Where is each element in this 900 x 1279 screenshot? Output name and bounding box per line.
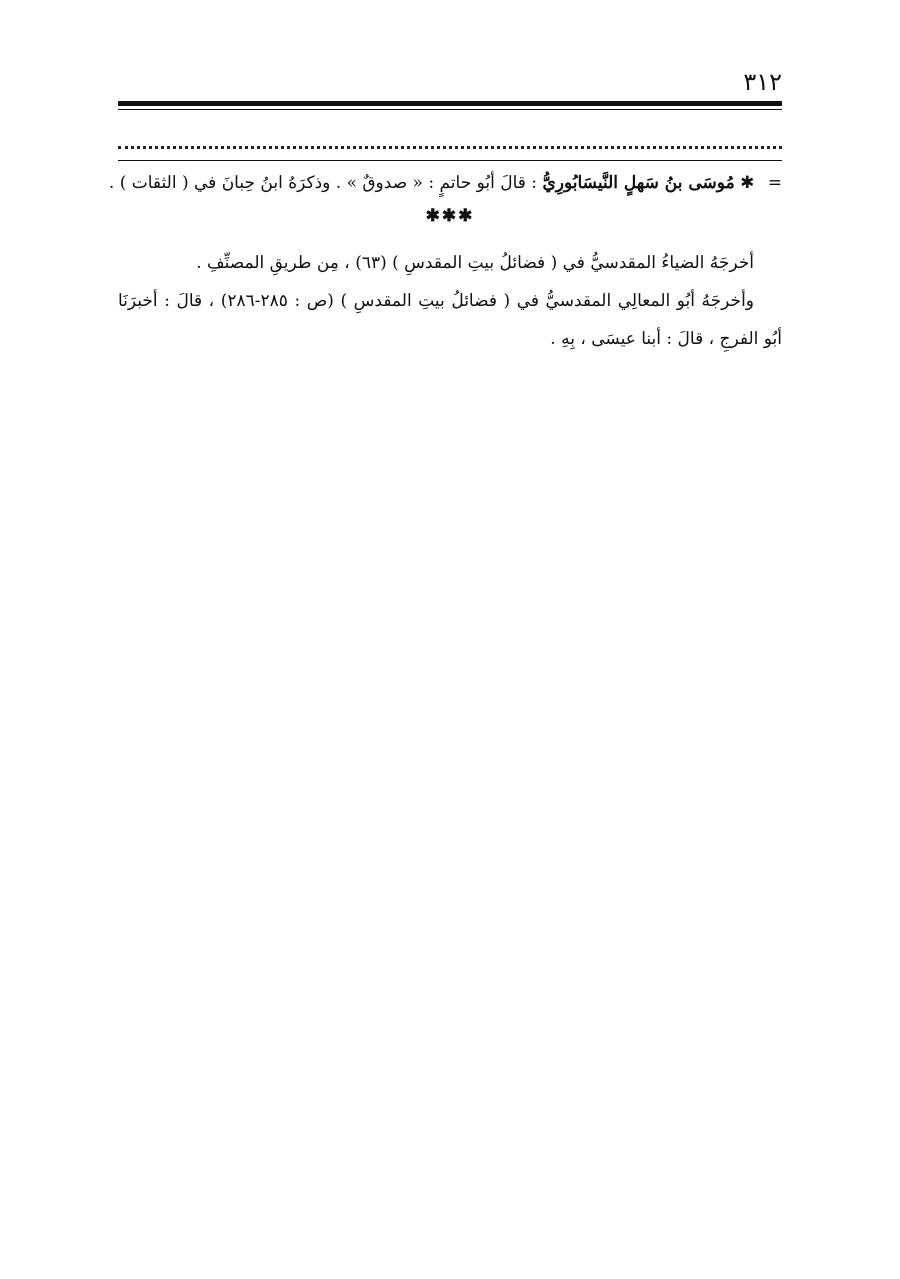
footnote [108,168,782,198]
paragraph-2: وأخرجَهُ أبُو المعالِي المقدسيُّ في ( فضائلُ بيتِ المقدسِ ) (ص : ٢٨٥-٢٨٦) ، قالَ : أخبرَنَا أبُو الفرجِ ، قالَ : أبنا عيسَى ، بِهِ . [118,291,782,349]
footnote-text: : قالَ أبُو حاتمٍ : « صدوقٌ » . وذكرَهُ ابنُ حِبانَ في ( الثقات ) . [108,173,538,193]
header-rule-thick [118,101,782,106]
section-divider-stars: ✱✱✱ [425,206,475,226]
footnote-rule [118,160,782,161]
narrator-name: مُوسَى بنُ سَهلٍ النَّيسَابُورِيُّ [542,173,735,193]
asterisk-icon: ✱ [740,173,755,193]
continuation-mark: = [767,173,782,193]
main-text [118,244,782,358]
dotted-separator [118,146,782,149]
paragraph-1: أخرجَهُ الضياءُ المقدسيُّ في ( فضائلُ بيتِ المقدسِ ) (٦٣) ، مِن طريقِ المصنِّفِ . [196,253,754,273]
header-rule-thin [118,109,782,110]
page-number: ٣١٢ [743,68,782,96]
